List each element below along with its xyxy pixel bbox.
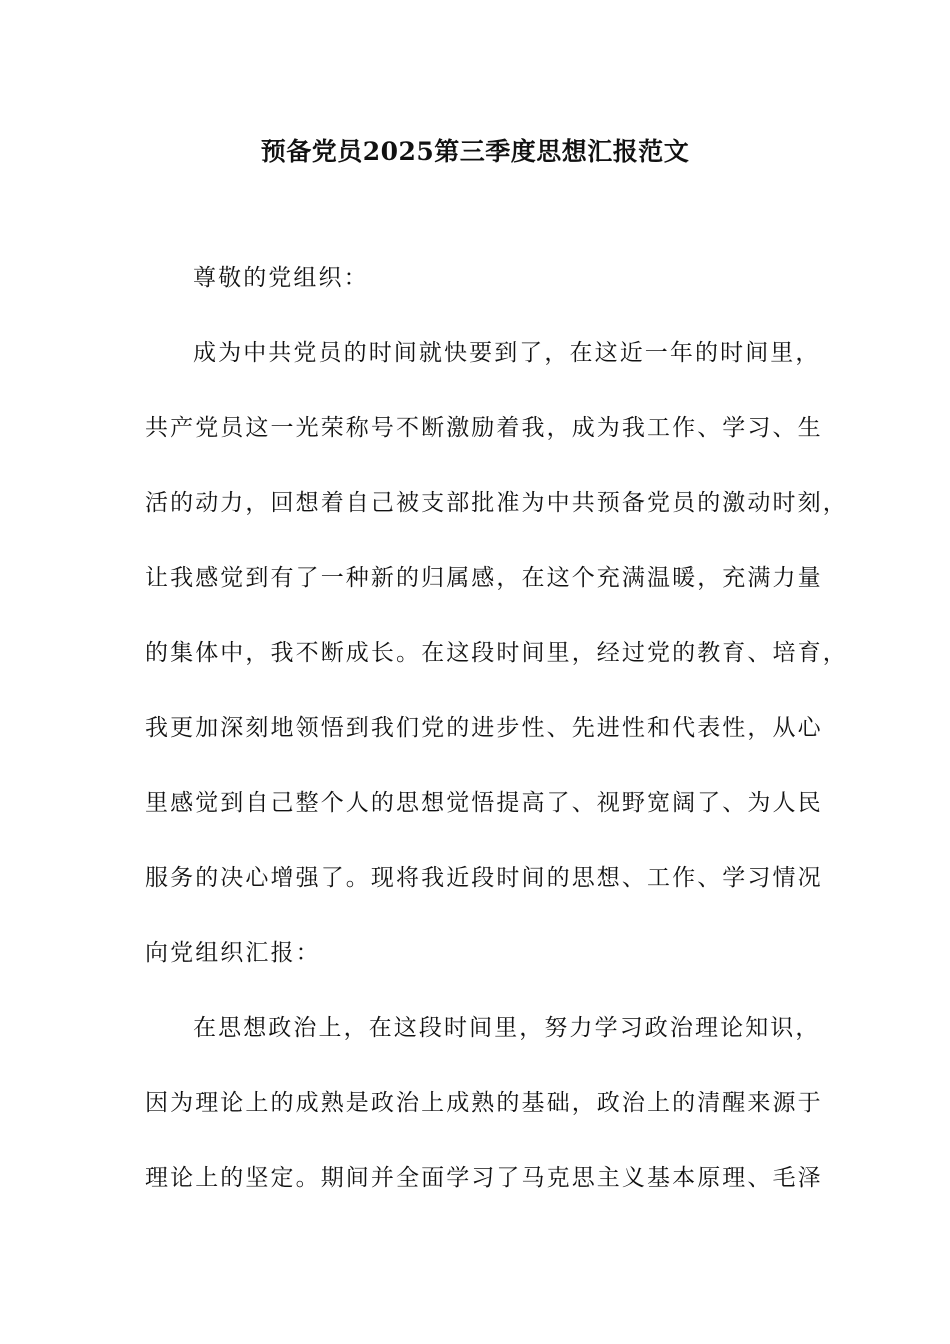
paragraph-2-line-3: 理论上的坚定。期间并全面学习了马克思主义基本原理、毛泽 — [145, 1165, 823, 1191]
paragraph-1-line-3: 活的动力，回想着自己被支部批准为中共预备党员的激动时刻， — [145, 490, 848, 516]
paragraph-1-line-9: 向党组织汇报： — [145, 940, 321, 966]
paragraph-1-line-1: 成为中共党员的时间就快要到了，在这近一年的时间里， — [193, 340, 821, 366]
paragraph-2-line-2: 因为理论上的成熟是政治上成熟的基础，政治上的清醒来源于 — [145, 1090, 823, 1116]
paragraph-1-line-5: 的集体中，我不断成长。在这段时间里，经过党的教育、培育， — [145, 640, 848, 666]
document-title: 预备党员2025第三季度思想汇报范文 — [260, 137, 690, 166]
paragraph-1-line-7: 里感觉到自己整个人的思想觉悟提高了、视野宽阔了、为人民 — [145, 790, 823, 816]
paragraph-2-line-1: 在思想政治上，在这段时间里，努力学习政治理论知识， — [193, 1015, 821, 1041]
paragraph-1-line-6: 我更加深刻地领悟到我们党的进步性、先进性和代表性，从心 — [145, 715, 823, 741]
salutation: 尊敬的党组织： — [193, 265, 369, 291]
paragraph-1-line-4: 让我感觉到有了一种新的归属感，在这个充满温暖，充满力量 — [145, 565, 823, 591]
paragraph-1-line-8: 服务的决心增强了。现将我近段时间的思想、工作、学习情况 — [145, 865, 823, 891]
paragraph-1-line-2: 共产党员这一光荣称号不断激励着我，成为我工作、学习、生 — [145, 415, 823, 441]
